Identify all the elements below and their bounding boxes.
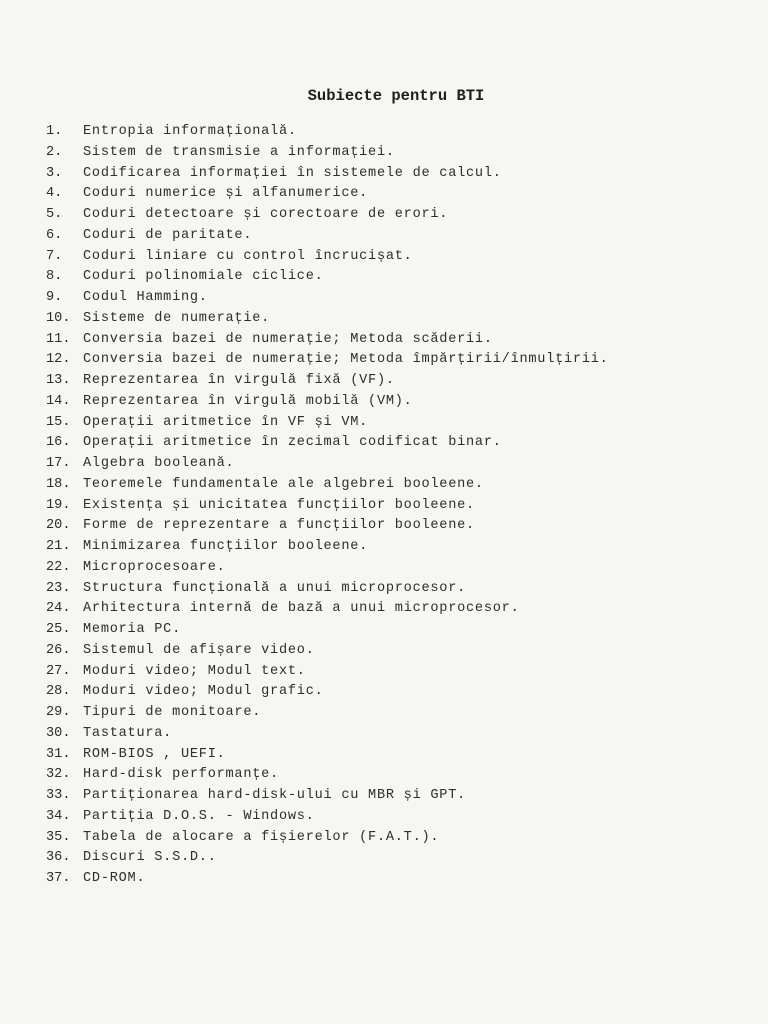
topic-item (46, 620, 609, 641)
topic-text: Partiția D.O.S. - Windows. (83, 808, 315, 824)
topic-number: 3. (46, 165, 63, 181)
topic-number: 7. (46, 248, 63, 264)
topic-item (46, 413, 609, 434)
topic-item (46, 433, 609, 454)
topic-text: Sisteme de numerație. (83, 310, 271, 326)
topic-text: Discuri S.S.D.. (83, 850, 217, 866)
topic-number: 37. (46, 871, 71, 886)
topic-number: 18. (46, 476, 71, 492)
topic-item (46, 599, 609, 620)
topic-item (46, 143, 609, 164)
topic-item (46, 662, 609, 683)
topic-item (46, 330, 609, 351)
topic-number: 35. (46, 829, 71, 845)
topic-number: 15. (46, 414, 71, 430)
topic-number: 23. (46, 580, 71, 596)
topic-number: 30. (46, 725, 71, 741)
topic-number: 8. (46, 269, 63, 285)
topic-number: 21. (46, 539, 71, 554)
topic-number: 24. (46, 601, 71, 617)
topic-text: Hard-disk performanțe. (83, 767, 279, 783)
topic-number: 32. (46, 767, 71, 783)
topic-item (46, 641, 609, 662)
topic-text: Conversia bazei de numerație; Metoda împărțirii/înmulțirii. (83, 352, 609, 368)
topic-text: Moduri video; Modul text. (83, 663, 306, 679)
topic-item (46, 205, 609, 226)
topic-item (46, 454, 609, 475)
topic-text: Existența și unicitatea funcțiilor booleene. (83, 497, 475, 513)
topic-text: Structura funcțională a unui microprocesor. (83, 580, 467, 596)
topic-text: Reprezentarea în virgulă fixă (VF). (83, 373, 395, 388)
topic-text: Sistem de transmisie a informației. (83, 144, 395, 160)
topic-text: Operații aritmetice în VF și VM. (83, 414, 369, 430)
topic-text: Moduri video; Modul grafic. (83, 684, 324, 700)
topic-item (46, 828, 609, 849)
topic-text: Coduri liniare cu control încrucișat. (83, 248, 413, 264)
topic-item (46, 869, 609, 890)
topic-number: 11. (46, 331, 71, 347)
topic-number: 9. (46, 290, 63, 305)
topic-item (46, 558, 609, 579)
topic-item (46, 765, 609, 786)
topic-text: Partiționarea hard-disk-ului cu MBR și GPT. (83, 788, 467, 803)
topic-item (46, 309, 609, 330)
topic-number: 28. (46, 684, 71, 700)
topic-number: 34. (46, 808, 71, 824)
topic-text: Forme de reprezentare a funcțiilor booleene. (83, 518, 475, 534)
topic-number: 19. (46, 497, 71, 513)
topic-text: Coduri polinomiale ciclice. (83, 269, 324, 285)
topic-text: Tabela de alocare a fișierelor (F.A.T.). (83, 829, 440, 845)
topic-item (46, 579, 609, 600)
topic-item (46, 724, 609, 745)
topic-number: 16. (46, 435, 71, 451)
topic-number: 17. (46, 456, 71, 471)
topic-item (46, 288, 609, 309)
topic-item (46, 122, 609, 143)
topic-item (46, 786, 609, 807)
topic-text: Entropia informațională. (83, 124, 297, 139)
topic-number: 14. (46, 393, 71, 409)
topic-item (46, 392, 609, 413)
topic-text: Arhitectura internă de bază a unui microprocesor. (83, 601, 520, 617)
topic-number: 33. (46, 788, 71, 803)
topic-text: Tastatura. (83, 725, 173, 741)
topic-item (46, 516, 609, 537)
topic-item (46, 807, 609, 828)
topic-text: CD-ROM. (83, 871, 146, 886)
topic-number: 13. (46, 373, 71, 388)
topic-text: Coduri detectoare și corectoare de erori. (83, 207, 449, 222)
topic-text: Codul Hamming. (83, 290, 208, 305)
topic-text: Codificarea informației în sistemele de calcul. (83, 165, 502, 181)
topic-text: Coduri numerice și alfanumerice. (83, 186, 369, 202)
topic-number: 4. (46, 186, 63, 202)
topic-number: 29. (46, 705, 71, 720)
topic-number: 6. (46, 227, 63, 243)
topic-text: Memoria PC. (83, 622, 181, 637)
topic-text: Operații aritmetice în zecimal codificat binar. (83, 435, 502, 451)
topic-item (46, 745, 609, 766)
topic-text: ROM-BIOS , UEFI. (83, 746, 226, 762)
topic-text: Sistemul de afișare video. (83, 642, 315, 658)
topic-item (46, 537, 609, 558)
topic-text: Algebra booleană. (83, 456, 235, 471)
topic-item (46, 475, 609, 496)
topic-number: 2. (46, 144, 63, 160)
topic-text: Teoremele fundamentale ale algebrei booleene. (83, 476, 484, 492)
topic-number: 12. (46, 352, 71, 368)
topic-text: Microprocesoare. (83, 559, 226, 575)
topic-number: 36. (46, 850, 71, 866)
topic-number: 20. (46, 518, 71, 534)
topic-number: 25. (46, 622, 71, 637)
topic-item (46, 247, 609, 268)
topic-text: Minimizarea funcțiilor booleene. (83, 539, 369, 554)
topic-number: 1. (46, 124, 63, 139)
topic-text: Tipuri de monitoare. (83, 705, 262, 720)
topic-item (46, 703, 609, 724)
topic-number: 26. (46, 642, 71, 658)
topic-item (46, 350, 609, 371)
topic-item (46, 184, 609, 205)
page-title: Subiecte pentru BTI (307, 87, 485, 105)
topic-item (46, 682, 609, 703)
topic-number: 10. (46, 310, 71, 326)
topic-item (46, 848, 609, 869)
topic-number: 5. (46, 207, 63, 222)
topic-item (46, 164, 609, 185)
topic-list (46, 122, 609, 890)
topic-item (46, 267, 609, 288)
topic-item (46, 496, 609, 517)
topic-text: Conversia bazei de numerație; Metoda scăderii. (83, 331, 493, 347)
topic-number: 27. (46, 663, 71, 679)
topic-item (46, 371, 609, 392)
topic-number: 22. (46, 559, 71, 575)
topic-number: 31. (46, 746, 71, 762)
topic-text: Coduri de paritate. (83, 227, 253, 243)
topic-text: Reprezentarea în virgulă mobilă (VM). (83, 393, 413, 409)
topic-item (46, 226, 609, 247)
